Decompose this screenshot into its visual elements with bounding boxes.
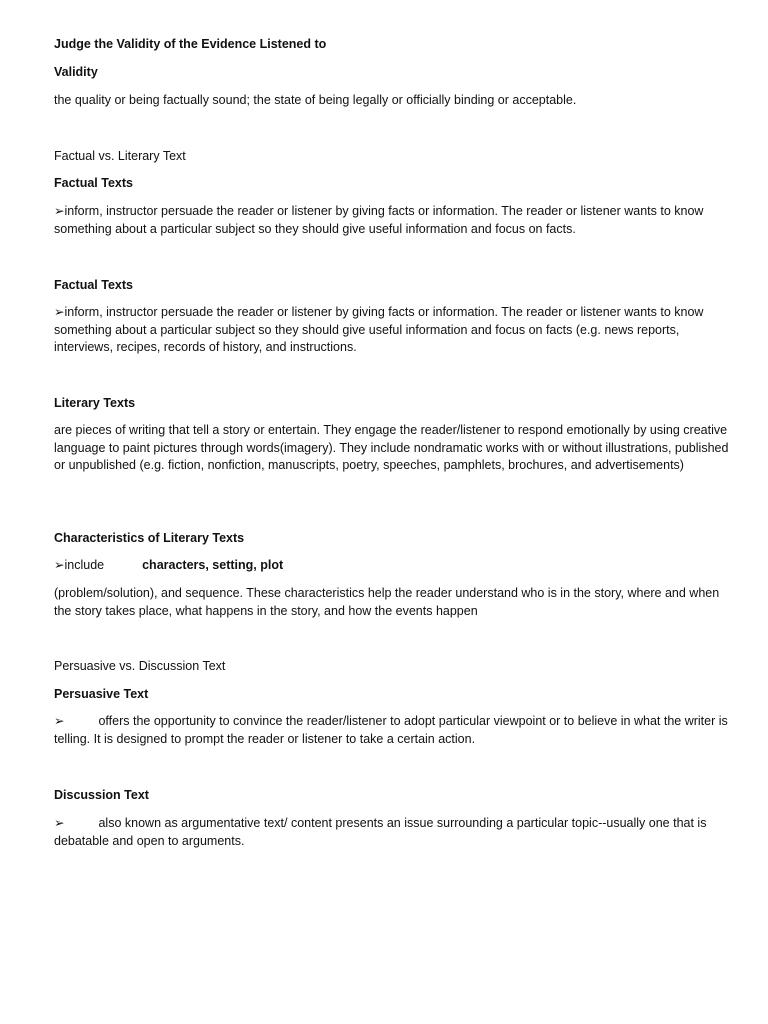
persuasive-vs-discussion-heading: Persuasive vs. Discussion Text [54,659,226,673]
factual-texts-heading-1: Factual Texts [54,176,133,190]
characteristics-bold-terms: characters, setting, plot [142,558,284,572]
discussion-text-body: also known as argumentative text/ content presents an issue surrounding a particular topic--usually one that is debatable and open to arguments. [54,816,707,848]
factual-texts-paragraph-1 [54,203,738,238]
persuasive-text-paragraph [54,713,738,748]
discussion-text-paragraph [54,815,738,850]
validity-definition: the quality or being factually sound; the state of being legally or officially binding or acceptable. [54,93,577,107]
persuasive-text-body: offers the opportunity to convince the reader/listener to adopt particular viewpoint or to believe in what the writer is telling. It is designed to prompt the reader or listener to take a certain action. [54,714,728,746]
factual-texts-heading-2: Factual Texts [54,278,133,292]
bullet-arrow-icon: ➢ [54,558,65,572]
literary-texts-paragraph: are pieces of writing that tell a story or entertain. They engage the reader/listener to respond emotionally by using creative language to paint pictures through words(imagery). They include nondramatic works with or without illustrations, published or unpublished (e.g. fiction, nonfiction, manuscripts, poetry, speeches, pamphlets, brochures, and advertisements) [54,423,729,472]
factual-texts-paragraph-2 [54,304,738,357]
bullet-arrow-icon: ➢ [54,204,65,218]
bullet-arrow-icon: ➢ [54,305,65,319]
characteristics-bullet-line [54,557,738,575]
document-title: Judge the Validity of the Evidence Listened to [54,37,327,51]
factual-texts-text-1: inform, instructor persuade the reader or listener by giving facts or information. The reader or listener wants to know something about a particular subject so they should give useful information and focus on facts. [54,204,704,236]
characteristics-lead: include [64,558,105,572]
validity-heading: Validity [54,65,98,79]
factual-texts-text-2: inform, instructor persuade the reader or listener by giving facts or information. The reader or listener wants to know something about a particular subject so they should give useful information and focus on facts (e.g. news reports, interviews, recipes, records of history, and instructions. [54,305,704,354]
factual-vs-literary-heading: Factual vs. Literary Text [54,149,186,163]
bullet-arrow-icon: ➢ [54,816,65,830]
bullet-arrow-icon: ➢ [54,714,65,728]
literary-texts-heading: Literary Texts [54,396,136,410]
discussion-text-heading: Discussion Text [54,788,149,802]
persuasive-text-heading: Persuasive Text [54,687,149,701]
characteristics-heading: Characteristics of Literary Texts [54,531,245,545]
characteristics-paragraph: (problem/solution), and sequence. These characteristics help the reader understand who is in the story, where and when the story takes place, what happens in the story, and how the events happen [54,586,720,618]
